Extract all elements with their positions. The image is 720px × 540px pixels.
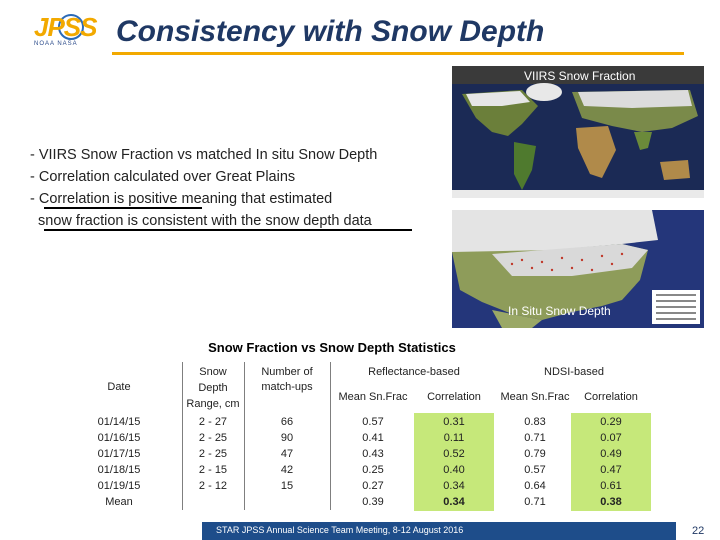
cell-ndsi-mean: 0.57 <box>524 464 546 476</box>
header-date: Date <box>107 381 131 393</box>
header-ndsi-correlation: Correlation <box>584 391 638 403</box>
cell-ndsi-corr: 0.47 <box>600 464 622 476</box>
header-reflectance-group: Reflectance-based <box>368 366 460 378</box>
cell-ndsi-mean: 0.79 <box>524 448 546 460</box>
column-divider <box>182 362 183 510</box>
column-divider <box>330 362 331 510</box>
cell-ndsi-corr: 0.38 <box>600 496 622 508</box>
cell-ref-mean: 0.27 <box>362 480 384 492</box>
cell-ref-mean: 0.39 <box>362 496 384 508</box>
header-matchups-1: Number of <box>261 366 313 378</box>
header-ref-correlation: Correlation <box>427 391 481 403</box>
cell-ref-corr: 0.11 <box>443 432 465 444</box>
cell-ndsi-mean: 0.71 <box>524 496 546 508</box>
cell-date: 01/19/15 <box>97 480 141 492</box>
cell-ref-corr: 0.34 <box>443 480 465 492</box>
cell-date: 01/16/15 <box>97 432 141 444</box>
cell-matchups: 47 <box>280 448 294 460</box>
cell-depth: 2 - 12 <box>198 480 228 492</box>
cell-ref-corr: 0.40 <box>443 464 465 476</box>
cell-ndsi-mean: 0.71 <box>524 432 546 444</box>
bullet-item: snow fraction is consistent with the snow depth data <box>30 213 372 229</box>
header-ref-mean-snfrac: Mean Sn.Frac <box>338 391 408 403</box>
cell-matchups: 90 <box>280 432 294 444</box>
footer-text: STAR JPSS Annual Science Team Meeting, 8-12 August 2016 <box>216 525 464 535</box>
cell-date: 01/17/15 <box>97 448 141 460</box>
table-title: Snow Fraction vs Snow Depth Statistics <box>208 340 456 355</box>
cell-matchups: 66 <box>280 416 294 428</box>
cell-ref-mean: 0.57 <box>362 416 384 428</box>
bullet-item: - Correlation calculated over Great Plains <box>30 169 296 185</box>
header-ndsi-mean-snfrac: Mean Sn.Frac <box>500 391 570 403</box>
cell-date: 01/18/15 <box>97 464 141 476</box>
cell-ref-corr: 0.52 <box>443 448 465 460</box>
column-divider <box>244 362 245 510</box>
cell-ndsi-corr: 0.29 <box>600 416 622 428</box>
cell-mean-label: Mean <box>105 496 133 508</box>
viirs-map-label: VIIRS Snow Fraction <box>524 69 636 83</box>
cell-ndsi-mean: 0.64 <box>524 480 546 492</box>
logo-text: JPSS <box>34 12 97 42</box>
slide-title: Consistency with Snow Depth <box>116 15 545 48</box>
header-snow-depth-1: Snow <box>199 366 227 378</box>
cell-ref-mean: 0.43 <box>362 448 384 460</box>
in-situ-map-label: In Situ Snow Depth <box>508 304 611 318</box>
header-ndsi-group: NDSI-based <box>544 366 604 378</box>
cell-ndsi-mean: 0.83 <box>524 416 546 428</box>
header-matchups-2: match-ups <box>261 381 313 393</box>
cell-ref-corr: 0.31 <box>443 416 465 428</box>
cell-ref-mean: 0.41 <box>362 432 384 444</box>
cell-ref-corr: 0.34 <box>443 496 465 508</box>
bullet-item: - Correlation is positive meaning that estimated <box>30 191 333 207</box>
cell-ndsi-corr: 0.49 <box>600 448 622 460</box>
cell-ref-mean: 0.25 <box>362 464 384 476</box>
cell-depth: 2 - 25 <box>198 448 228 460</box>
cell-ndsi-corr: 0.07 <box>600 432 622 444</box>
header-snow-depth-3: Range, cm <box>186 398 240 410</box>
cell-date: 01/14/15 <box>97 416 141 428</box>
bullet-item: - VIIRS Snow Fraction vs matched In situ Snow Depth <box>30 147 378 163</box>
cell-matchups: 42 <box>280 464 294 476</box>
page-number: 22 <box>692 525 705 537</box>
logo-subtext: NOAA NASA <box>34 41 78 47</box>
cell-depth: 2 - 25 <box>198 432 228 444</box>
header-snow-depth-2: Depth <box>198 382 228 394</box>
cell-matchups: 15 <box>280 480 294 492</box>
cell-ndsi-corr: 0.61 <box>600 480 622 492</box>
cell-depth: 2 - 15 <box>198 464 228 476</box>
cell-depth: 2 - 27 <box>198 416 228 428</box>
